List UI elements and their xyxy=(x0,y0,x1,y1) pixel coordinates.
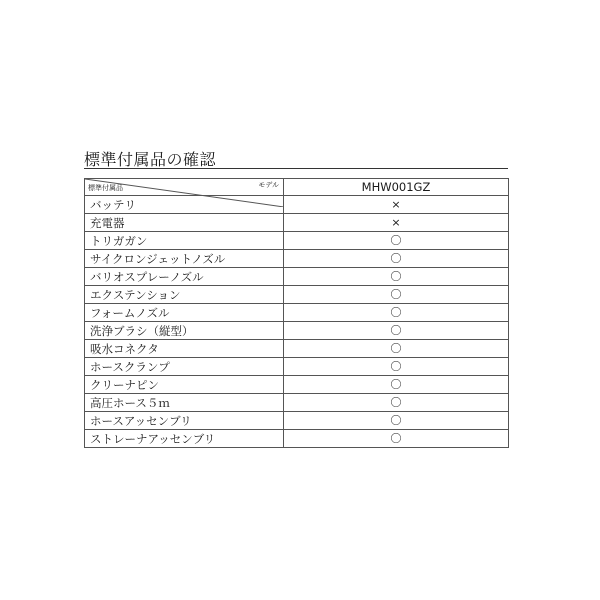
table-row xyxy=(85,232,509,250)
included-circle-mark: 〇 xyxy=(390,414,402,427)
included-circle-mark: 〇 xyxy=(390,306,402,319)
included-circle-mark: 〇 xyxy=(390,396,402,409)
included-mark-cell xyxy=(284,394,509,412)
included-mark-cell xyxy=(284,196,509,214)
included-circle-mark: 〇 xyxy=(390,324,402,337)
included-circle-mark: 〇 xyxy=(390,342,402,355)
accessory-name: 吸水コネクタ xyxy=(85,340,284,358)
included-mark-cell xyxy=(284,286,509,304)
accessory-table xyxy=(84,178,509,448)
included-mark-cell xyxy=(284,268,509,286)
title-underline xyxy=(84,168,508,169)
accessory-name: ホースアッセンブリ xyxy=(85,412,284,430)
accessory-name: サイクロンジェットノズル xyxy=(85,250,284,268)
table-row xyxy=(85,394,509,412)
table-row xyxy=(85,268,509,286)
included-circle-mark: 〇 xyxy=(390,378,402,391)
table-row xyxy=(85,304,509,322)
included-mark-cell xyxy=(284,340,509,358)
included-circle-mark: 〇 xyxy=(390,270,402,283)
accessory-name: バッテリ xyxy=(85,196,284,214)
included-mark-cell xyxy=(284,322,509,340)
included-mark-cell xyxy=(284,214,509,232)
model-header-label: モデル xyxy=(258,181,279,189)
included-mark-cell xyxy=(284,358,509,376)
not-included-cross-mark: × xyxy=(391,198,401,211)
included-circle-mark: 〇 xyxy=(390,360,402,373)
not-included-cross-mark: × xyxy=(391,216,401,229)
accessory-name: エクステンション xyxy=(85,286,284,304)
accessory-name: ストレーナアッセンブリ xyxy=(85,430,284,448)
table-row xyxy=(85,286,509,304)
accessory-name: 洗浄ブラシ（縦型） xyxy=(85,322,284,340)
included-mark-cell xyxy=(284,430,509,448)
table-row xyxy=(85,322,509,340)
table-row xyxy=(85,214,509,232)
included-mark-cell xyxy=(284,250,509,268)
accessory-name: 充電器 xyxy=(85,214,284,232)
accessory-name: バリオスプレーノズル xyxy=(85,268,284,286)
page-title: 標準付属品の確認 xyxy=(84,150,217,169)
table-header-row xyxy=(85,179,509,196)
table-corner-cell xyxy=(85,179,284,196)
included-circle-mark: 〇 xyxy=(390,432,402,445)
table-row xyxy=(85,250,509,268)
accessory-name: トリガガン xyxy=(85,232,284,250)
accessory-name: 高圧ホース５ｍ xyxy=(85,394,284,412)
accessories-header-label: 標準付属品 xyxy=(88,184,123,192)
included-mark-cell xyxy=(284,412,509,430)
accessory-name: クリーナピン xyxy=(85,376,284,394)
table-row xyxy=(85,376,509,394)
table-row xyxy=(85,430,509,448)
included-circle-mark: 〇 xyxy=(390,288,402,301)
accessory-name: ホースクランプ xyxy=(85,358,284,376)
table-row xyxy=(85,358,509,376)
model-name: MHW001GZ xyxy=(284,179,509,196)
table-row xyxy=(85,412,509,430)
included-mark-cell xyxy=(284,376,509,394)
accessory-name: フォームノズル xyxy=(85,304,284,322)
included-mark-cell xyxy=(284,232,509,250)
included-circle-mark: 〇 xyxy=(390,252,402,265)
table-row xyxy=(85,340,509,358)
included-mark-cell xyxy=(284,304,509,322)
included-circle-mark: 〇 xyxy=(390,234,402,247)
